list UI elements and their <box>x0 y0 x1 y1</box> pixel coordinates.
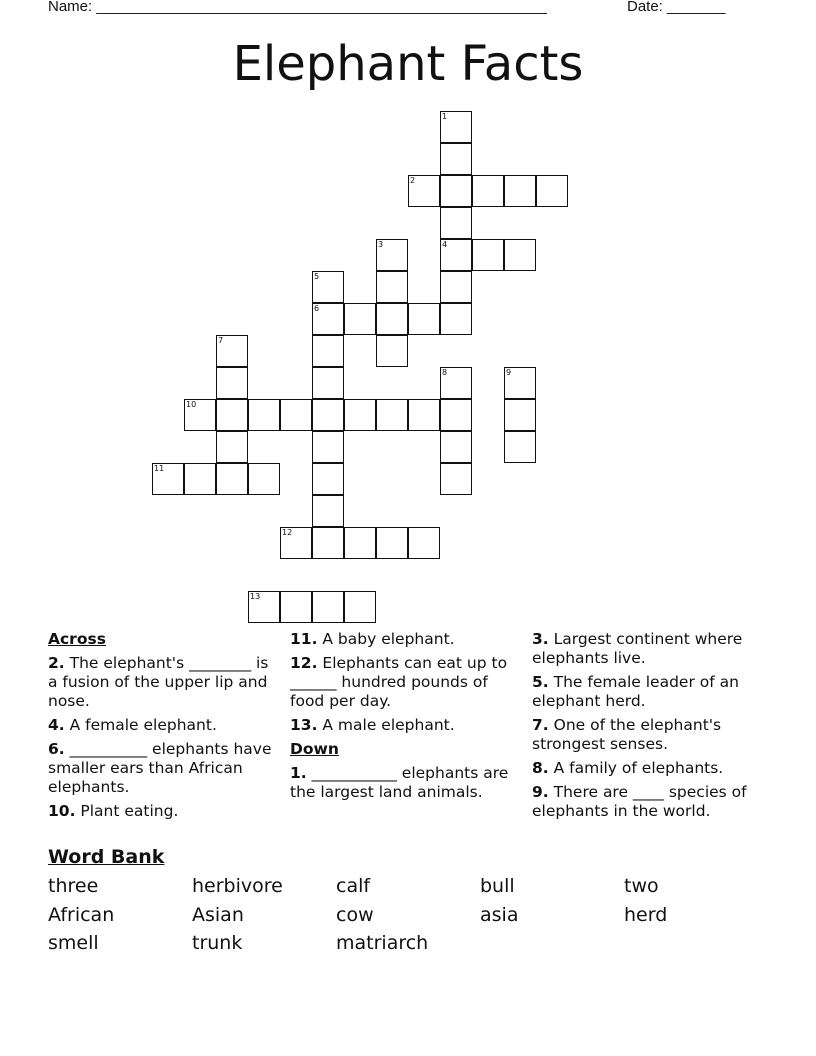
clue-text: Plant eating. <box>75 802 179 820</box>
crossword-cell[interactable] <box>152 463 184 495</box>
word-bank-word: herbivore <box>192 875 283 897</box>
down-heading: Down <box>290 740 339 758</box>
word-bank-word: Asian <box>192 903 244 926</box>
clue-text: Largest continent where elephants live. <box>532 630 743 667</box>
clue-number-label: 12. <box>290 654 318 672</box>
crossword-cell[interactable] <box>504 367 536 399</box>
crossword-cell[interactable] <box>216 399 248 431</box>
clue-number: 8 <box>442 368 448 377</box>
clue <box>48 802 276 821</box>
crossword-cell[interactable] <box>440 143 472 175</box>
crossword-cell[interactable] <box>504 239 536 271</box>
clue-number: 2 <box>410 176 416 185</box>
word-bank-title: Word Bank <box>48 846 165 868</box>
crossword-cell[interactable] <box>312 463 344 495</box>
clue-number-label: 2. <box>48 654 65 672</box>
crossword-cell[interactable] <box>280 399 312 431</box>
clue-number: 9 <box>506 368 512 377</box>
word-bank-word: matriarch <box>336 932 429 954</box>
crossword-cell[interactable] <box>408 175 440 207</box>
crossword-cell[interactable] <box>376 239 408 271</box>
word-bank-word: two <box>624 875 659 897</box>
crossword-cell[interactable] <box>312 431 344 463</box>
across-clue-list-continued <box>290 630 520 735</box>
crossword-cell[interactable] <box>248 463 280 495</box>
crossword-cell[interactable] <box>312 527 344 559</box>
down-clue-list <box>290 764 520 802</box>
clue <box>290 764 520 802</box>
clue-number-label: 10. <box>48 802 76 820</box>
clue-number-label: 7. <box>532 716 549 734</box>
clue-number-label: 1. <box>290 764 307 782</box>
crossword-cell[interactable] <box>440 463 472 495</box>
clues-column-1 <box>48 630 276 826</box>
crossword-cell[interactable] <box>312 495 344 527</box>
clue-number-label: 4. <box>48 716 65 734</box>
crossword-cell[interactable] <box>280 527 312 559</box>
crossword-cell[interactable] <box>504 175 536 207</box>
clue-text: One of the elephant's strongest senses. <box>532 716 722 753</box>
clue <box>532 673 770 711</box>
crossword-cell[interactable] <box>312 271 344 303</box>
crossword-cell[interactable] <box>440 239 472 271</box>
clues-column-3 <box>532 630 770 826</box>
clue <box>290 716 520 735</box>
crossword-cell[interactable] <box>312 335 344 367</box>
clue <box>532 783 770 821</box>
clue <box>48 654 276 711</box>
clue-number: 11 <box>154 464 165 473</box>
clue-text: Elephants can eat up to ______ hundred pounds of food per day. <box>290 654 508 710</box>
clue-text: ___________ elephants are the largest land animals. <box>290 764 509 801</box>
crossword-cell[interactable] <box>344 303 376 335</box>
crossword-cell[interactable] <box>248 399 280 431</box>
clue-number: 13 <box>250 592 261 601</box>
crossword-cell[interactable] <box>344 527 376 559</box>
crossword-cell[interactable] <box>408 527 440 559</box>
word-bank-word: three <box>48 875 99 897</box>
word-bank-word: calf <box>336 875 371 897</box>
word-bank-word: trunk <box>192 932 243 954</box>
clue-text: A baby elephant. <box>317 630 455 648</box>
word-bank-word: herd <box>624 903 668 926</box>
crossword-cell[interactable] <box>440 175 472 207</box>
clue <box>48 716 276 735</box>
crossword-cell[interactable] <box>216 431 248 463</box>
clue <box>48 740 276 797</box>
crossword-cell[interactable] <box>280 591 312 623</box>
word-bank-word: bull <box>480 875 515 897</box>
clue-text: The elephant's ________ is a fusion of the upper lip and nose. <box>48 654 269 710</box>
clue-text: A female elephant. <box>64 716 217 734</box>
crossword-cell[interactable] <box>376 335 408 367</box>
down-clue-list-continued <box>532 630 770 821</box>
clue-number-label: 3. <box>532 630 549 648</box>
clue <box>290 630 520 649</box>
crossword-cell[interactable] <box>408 399 440 431</box>
clue <box>532 630 770 668</box>
clue-number-label: 5. <box>532 673 549 691</box>
crossword-cell[interactable] <box>440 271 472 303</box>
clue-number: 5 <box>314 272 320 281</box>
crossword-cell[interactable] <box>312 303 344 335</box>
crossword-cell[interactable] <box>184 463 216 495</box>
clue-number-label: 8. <box>532 759 549 777</box>
clue <box>532 759 770 778</box>
crossword-cell[interactable] <box>536 175 568 207</box>
clue-number: 6 <box>314 304 320 313</box>
crossword-cell[interactable] <box>344 591 376 623</box>
word-bank-word: asia <box>480 903 519 926</box>
clue-number: 7 <box>218 336 224 345</box>
word-bank-word: cow <box>336 903 374 926</box>
clue <box>290 654 520 711</box>
crossword-cell[interactable] <box>184 399 216 431</box>
clue-number-label: 13. <box>290 716 318 734</box>
clue-text: __________ elephants have smaller ears than African elephants. <box>48 740 272 796</box>
crossword-cell[interactable] <box>376 303 408 335</box>
crossword-cell[interactable] <box>312 367 344 399</box>
crossword-cell[interactable] <box>344 399 376 431</box>
crossword-cell[interactable] <box>312 399 344 431</box>
crossword-cell[interactable] <box>312 591 344 623</box>
across-heading: Across <box>48 630 106 648</box>
name-field-label: Name: ______________________________________________________ <box>48 0 547 15</box>
crossword-cell[interactable] <box>216 463 248 495</box>
crossword-cell[interactable] <box>216 367 248 399</box>
crossword-cell[interactable] <box>248 591 280 623</box>
across-clue-list <box>48 654 276 821</box>
word-bank-word: African <box>48 903 115 926</box>
date-field-label: Date: _______ <box>627 0 726 15</box>
clue-number: 12 <box>282 528 293 537</box>
crossword-cell[interactable] <box>504 399 536 431</box>
clue-text: The female leader of an elephant herd. <box>532 673 739 710</box>
crossword-cell[interactable] <box>504 431 536 463</box>
crossword-cell[interactable] <box>440 431 472 463</box>
word-bank-word: smell <box>48 932 99 954</box>
clue-text: A male elephant. <box>317 716 455 734</box>
crossword-cell[interactable] <box>472 175 504 207</box>
crossword-cell[interactable] <box>216 335 248 367</box>
page-title: Elephant Facts <box>232 36 584 92</box>
clue-number-label: 9. <box>532 783 549 801</box>
clues-column-2 <box>290 630 520 807</box>
crossword-cell[interactable] <box>440 111 472 143</box>
crossword-cell[interactable] <box>408 303 440 335</box>
clue-number-label: 6. <box>48 740 65 758</box>
clue-number: 1 <box>442 112 448 121</box>
crossword-cell[interactable] <box>440 303 472 335</box>
crossword-cell[interactable] <box>440 207 472 239</box>
crossword-cell[interactable] <box>376 271 408 303</box>
crossword-cell[interactable] <box>472 239 504 271</box>
clue-number: 10 <box>186 400 197 409</box>
clue-text: There are ____ species of elephants in the world. <box>532 783 747 820</box>
clue-number: 4 <box>442 240 448 249</box>
clue <box>532 716 770 754</box>
clue-text: A family of elephants. <box>548 759 724 777</box>
clue-number-label: 11. <box>290 630 318 648</box>
crossword-cell[interactable] <box>440 367 472 399</box>
clue-number: 3 <box>378 240 384 249</box>
crossword-cell[interactable] <box>376 527 408 559</box>
crossword-cell[interactable] <box>376 399 408 431</box>
crossword-cell[interactable] <box>440 399 472 431</box>
